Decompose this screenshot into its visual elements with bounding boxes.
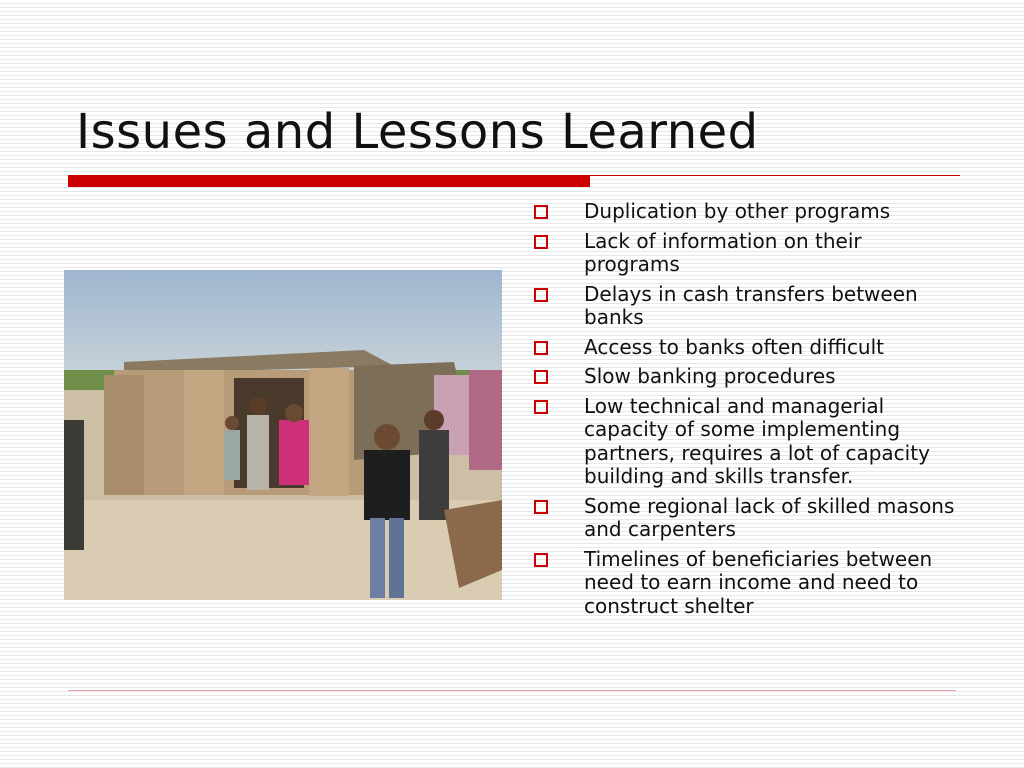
- title-underline-thin: [590, 175, 960, 176]
- square-bullet-icon: [534, 288, 548, 302]
- square-bullet-icon: [534, 341, 548, 355]
- square-bullet-icon: [534, 553, 548, 567]
- bullet-item: Timelines of beneficiaries between need to earn income and need to construct shelter: [532, 548, 962, 619]
- bullet-list: [532, 200, 962, 624]
- bullet-item: Slow banking procedures: [532, 365, 962, 389]
- bullet-item: Lack of information on their programs: [532, 230, 962, 277]
- title-underline-thick: [68, 175, 590, 187]
- square-bullet-icon: [534, 205, 548, 219]
- square-bullet-icon: [534, 500, 548, 514]
- bullet-item: Delays in cash transfers between banks: [532, 283, 962, 330]
- village-photo: [64, 270, 502, 600]
- bullet-item: Some regional lack of skilled masons and carpenters: [532, 495, 962, 542]
- bullet-item: Duplication by other programs: [532, 200, 962, 224]
- square-bullet-icon: [534, 400, 548, 414]
- slide-title: Issues and Lessons Learned: [76, 104, 759, 160]
- bullet-item: Access to banks often difficult: [532, 336, 962, 360]
- square-bullet-icon: [534, 370, 548, 384]
- footer-divider: [68, 690, 956, 691]
- bullet-item: Low technical and managerial capacity of some implementing partners, requires a lot of capacity building and skills transfer.: [532, 395, 962, 489]
- square-bullet-icon: [534, 235, 548, 249]
